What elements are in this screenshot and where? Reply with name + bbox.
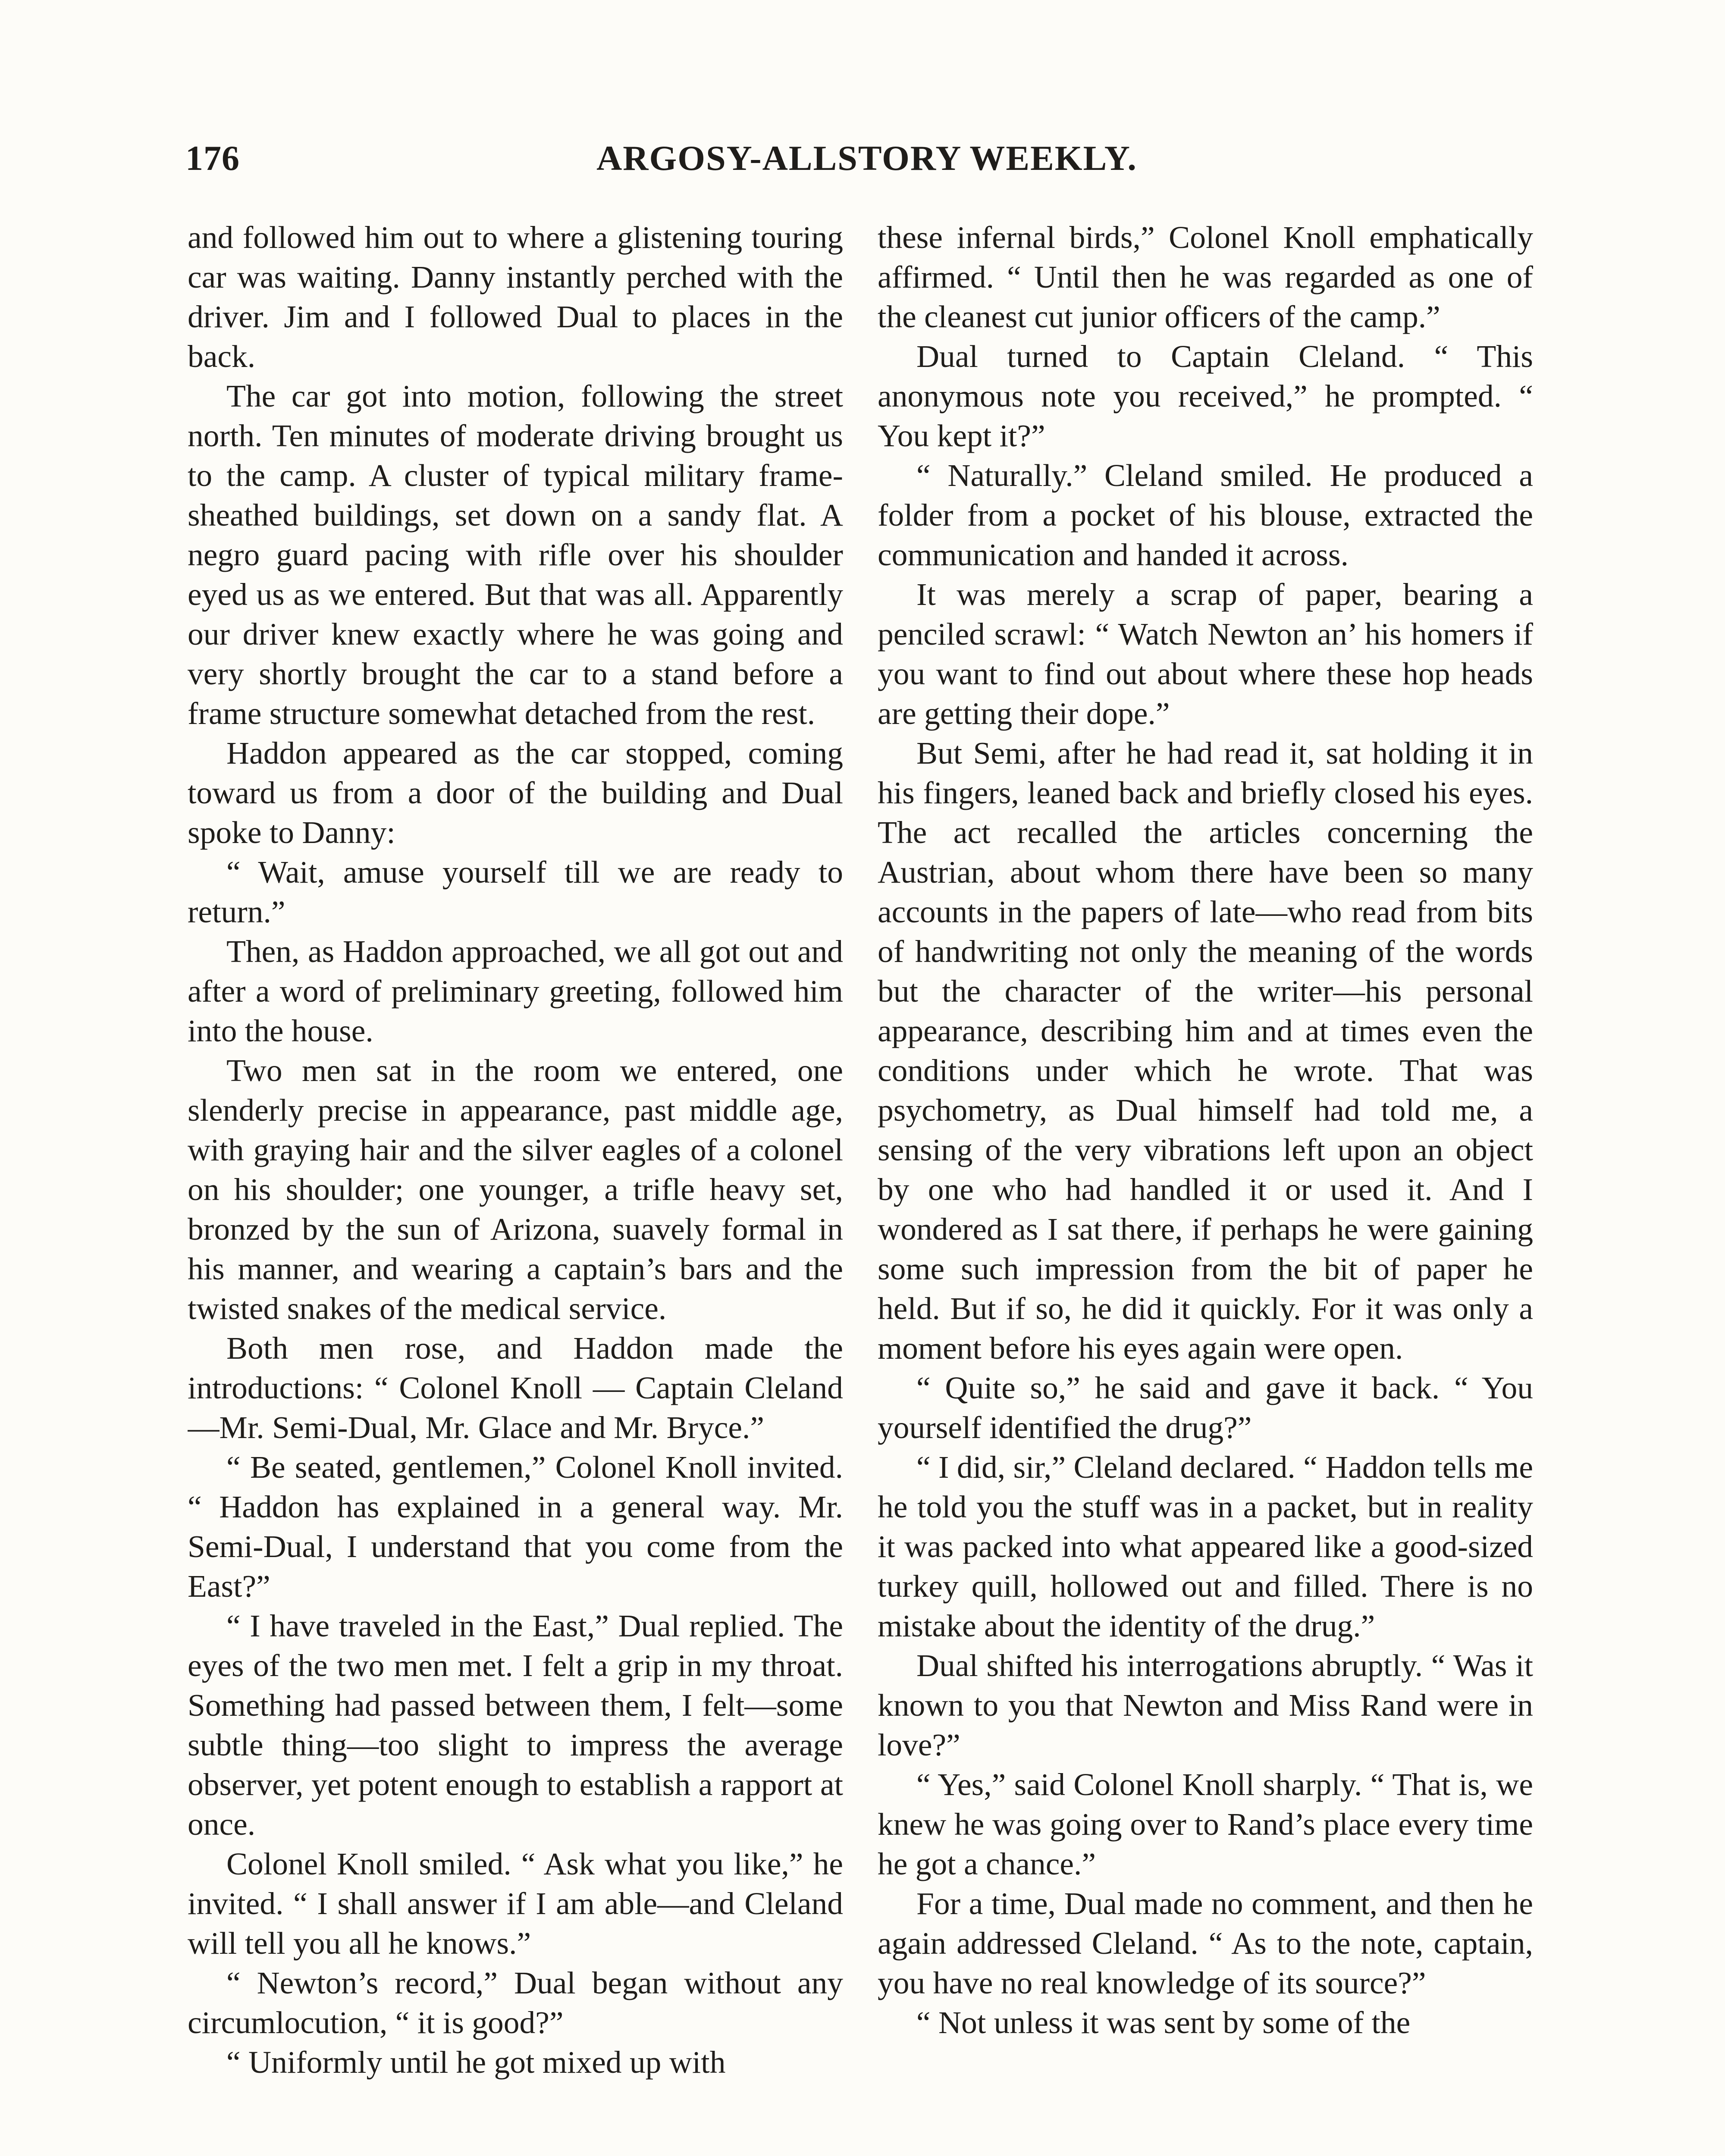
paragraph: “ Quite so,” he said and gave it back. “ You yourself identified the drug?”: [878, 1370, 1533, 1445]
paragraph: “ I have traveled in the East,” Dual replied. The eyes of the two men met. I felt a grip in my throat. Something had passed between them, I felt—some subtle thing—too slight to impress the average observer, yet potent enough to establish a rapport at once.: [188, 1608, 843, 1842]
running-head: [185, 138, 1548, 194]
paragraph: Two men sat in the room we entered, one slenderly precise in appearance, past middle age, with graying hair and the silver eagles of a colonel on his shoulder; one younger, a trifle heavy set, bronzed by the sun of Arizona, suavely formal in his manner, and wearing a captain’s bars and the twisted snakes of the medical service.: [188, 1053, 843, 1326]
paragraph: “ Not unless it was sent by some of the: [916, 2005, 1411, 2040]
paragraph: But Semi, after he had read it, sat holding it in his fingers, leaned back and briefly closed his eyes. The act recalled the articles concerning the Austrian, about whom there have been so many accounts in the papers of late—who read from bits of handwriting not only the meaning of the words but the character of the writer—his personal appearance, describing him and at times even the conditions under which he wrote. That was psychometry, as Dual himself had told me, a sensing of the very vibrations left upon an object by one who had handled it or used it. And I wondered as I sat there, if perhaps he were gaining some such impression from the bit of paper he held. But if so, he did it quickly. For it was only a moment before his eyes again were open.: [878, 736, 1533, 1366]
paragraph: Dual turned to Captain Cleland. “ This anonymous note you received,” he prompted. “ You kept it?”: [878, 339, 1533, 453]
paragraph: “ Yes,” said Colonel Knoll sharply. “ That is, we knew he was going over to Rand’s place every time he got a chance.”: [878, 1767, 1533, 1881]
paragraph: Haddon appeared as the car stopped, coming toward us from a door of the building and Dual spoke to Danny:: [188, 736, 843, 850]
page-number: 176: [185, 138, 240, 178]
paragraph: and followed him out to where a glistening touring car was waiting. Danny instantly perched with the driver. Jim and I followed Dual to places in the back.: [188, 220, 843, 374]
paragraph: “ Wait, amuse yourself till we are ready to return.”: [188, 855, 843, 929]
paragraph: Both men rose, and Haddon made the introductions: “ Colonel Knoll — Captain Cleland—Mr. Semi-Dual, Mr. Glace and Mr. Bryce.”: [188, 1331, 843, 1445]
paragraph: Colonel Knoll smiled. “ Ask what you like,” he invited. “ I shall answer if I am able—and Cleland will tell you all he knows.”: [188, 1846, 843, 1961]
paragraph: “ Newton’s record,” Dual began without any circumlocution, “ it is good?”: [188, 1965, 843, 2040]
left-column: [188, 218, 843, 2156]
paragraph: “ Be seated, gentlemen,” Colonel Knoll invited. “ Haddon has explained in a general way. Mr. Semi-Dual, I understand that you come from the East?”: [188, 1450, 843, 1604]
right-column: [878, 218, 1533, 2156]
paragraph: Then, as Haddon approached, we all got out and after a word of preliminary greeting, followed him into the house.: [188, 934, 843, 1048]
paragraph: “ I did, sir,” Cleland declared. “ Haddon tells me he told you the stuff was in a packet, but in reality it was packed into what appeared like a good-sized turkey quill, hollowed out and filled. There is no mistake about the identity of the drug.”: [878, 1450, 1533, 1643]
paragraph: It was merely a scrap of paper, bearing a penciled scrawl: “ Watch Newton an’ his homers if you want to find out about where these hop heads are getting their dope.”: [878, 577, 1533, 731]
paragraph: The car got into motion, following the street north. Ten minutes of moderate driving brought us to the camp. A cluster of typical military frame-sheathed buildings, set down on a sandy flat. A negro guard pacing with rifle over his shoulder eyed us as we entered. But that was all. Apparently our driver knew exactly where he was going and very shortly brought the car to a stand before a frame structure somewhat detached from the rest.: [188, 379, 843, 731]
paragraph: these infernal birds,” Colonel Knoll emphatically affirmed. “ Until then he was regarded as one of the cleanest cut junior officers of the camp.”: [878, 220, 1533, 334]
paragraph: “ Naturally.” Cleland smiled. He produced a folder from a pocket of his blouse, extracted the communication and handed it across.: [878, 458, 1533, 572]
running-title: ARGOSY-ALLSTORY WEEKLY.: [596, 138, 1137, 178]
paragraph: For a time, Dual made no comment, and then he again addressed Cleland. “ As to the note, captain, you have no real knowledge of its source?”: [878, 1886, 1533, 2000]
paragraph: Dual shifted his interrogations abruptly. “ Was it known to you that Newton and Miss Rand were in love?”: [878, 1648, 1533, 1762]
paragraph: “ Uniformly until he got mixed up with: [226, 2045, 726, 2080]
